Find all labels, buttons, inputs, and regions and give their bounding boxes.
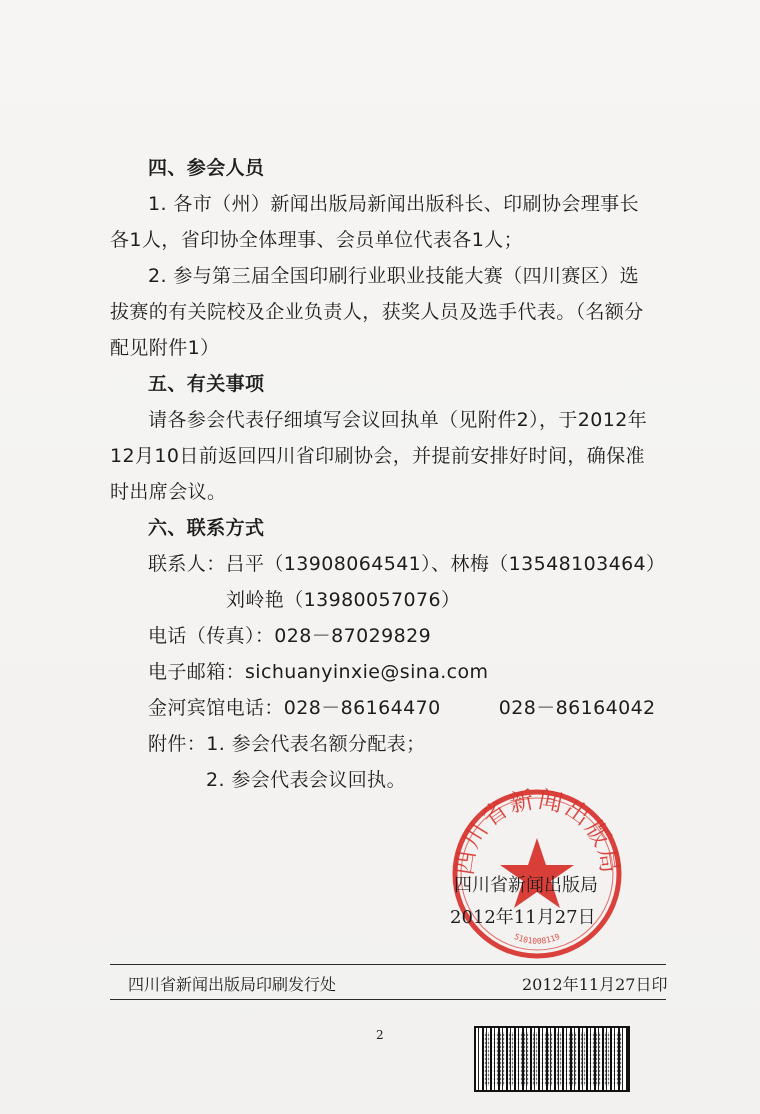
attendees-item-2-line-3: 配见附件1） [110, 337, 220, 359]
attachment-line-2: 2. 参会代表会议回执。 [206, 769, 406, 791]
hotel-phone: 金河宾馆电话：028－86164470 028－86164042 [148, 697, 656, 719]
attendees-item-1-line-1: 1. 各市（州）新闻出版局新闻出版科长、印刷协会理事长 [148, 193, 639, 215]
signing-date: 2012年11月27日 [450, 907, 596, 928]
seal-text: 四川省新闻出版局 [450, 785, 624, 877]
section-six-heading: 六、联系方式 [148, 517, 265, 539]
matters-line-1: 请各参会代表仔细填写会议回执单（见附件2），于2012年 [148, 409, 648, 431]
barcode [474, 1026, 630, 1092]
contact-persons-line-1: 联系人：吕平（13908064541）、林梅（13548103464） [148, 553, 666, 575]
footer-bottom-rule [110, 999, 666, 1000]
attendees-item-1-line-2: 各1人，省印协全体理事、会员单位代表各1人； [110, 229, 523, 251]
attachment-line-1: 附件：1. 参会代表名额分配表； [148, 733, 426, 755]
seal-code: 5101008119 [512, 932, 562, 946]
contact-persons-line-2: 刘岭艳（13980057076） [226, 589, 461, 611]
footer-print-date: 2012年11月27日印 [522, 975, 668, 994]
phone-fax: 电话（传真）：028－87029829 [148, 625, 432, 647]
footer-issuer: 四川省新闻出版局印刷发行处 [128, 975, 337, 994]
page-number: 2 [376, 1028, 384, 1042]
matters-line-2: 12月10日前返回四川省印刷协会，并提前安排好时间，确保准 [110, 445, 645, 467]
section-four-heading: 四、参会人员 [148, 157, 265, 179]
email-address: 电子邮箱：sichuanyinxie@sina.com [148, 661, 489, 683]
footer-top-rule [110, 964, 666, 965]
matters-line-3: 时出席会议。 [110, 481, 227, 503]
section-five-heading: 五、有关事项 [148, 373, 265, 395]
attendees-item-2-line-1: 2. 参与第三届全国印刷行业职业技能大赛（四川赛区）选 [148, 265, 639, 287]
issuing-organization: 四川省新闻出版局 [454, 875, 598, 896]
attendees-item-2-line-2: 拔赛的有关院校及企业负责人，获奖人员及选手代表。（名额分 [110, 301, 644, 323]
